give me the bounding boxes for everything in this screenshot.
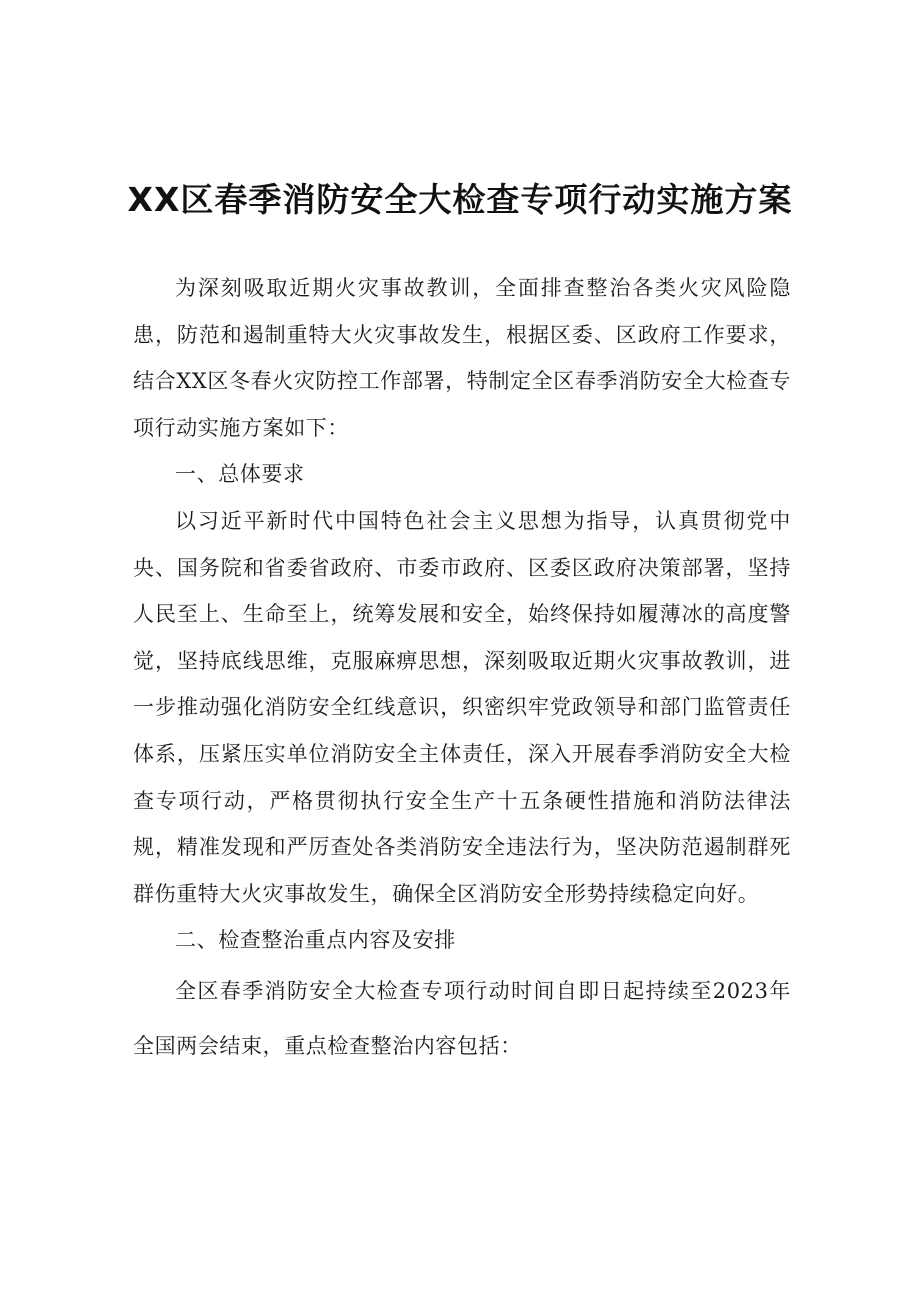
document-title: XX区春季消防安全大检查专项行动实施方案 bbox=[127, 180, 793, 219]
document-body bbox=[133, 265, 791, 1074]
intro-paragraph: 为深刻吸取近期火灾事故教训，全面排查整治各类火灾风险隐患，防范和遏制重特大火灾事故发生，根据区委、区政府工作要求，结合XX区冬春火灾防控工作部署，特制定全区春季消防安全大检查专项行动实施方案如下： bbox=[133, 276, 791, 440]
section-2-paragraph: 全区春季消防安全大检查专项行动时间自即日起持续至2023年全国两会结束，重点检查整治内容包括： bbox=[133, 978, 791, 1058]
section-1-heading: 一、总体要求 bbox=[175, 462, 305, 487]
section-1-paragraph: 以习近平新时代中国特色社会主义思想为指导，认真贯彻党中央、国务院和省委省政府、市委市政府、区委区政府决策部署，坚持人民至上、生命至上，统筹发展和安全，始终保持如履薄冰的高度警觉，坚持底线思维，克服麻痹思想，深刻吸取近期火灾事故教训，进一步推动强化消防安全红线意识，织密织牢党政领导和部门监管责任体系，压紧压实单位消防安全主体责任，深入开展春季消防安全大检查专项行动，严格贯彻执行安全生产十五条硬性措施和消防法律法规，精准发现和严厉查处各类消防安全违法行为，坚决防范遏制群死群伤重特大火灾事故发生，确保全区消防安全形势持续稳定向好。 bbox=[133, 508, 791, 906]
section-2-heading: 二、检查整治重点内容及安排 bbox=[175, 928, 456, 953]
